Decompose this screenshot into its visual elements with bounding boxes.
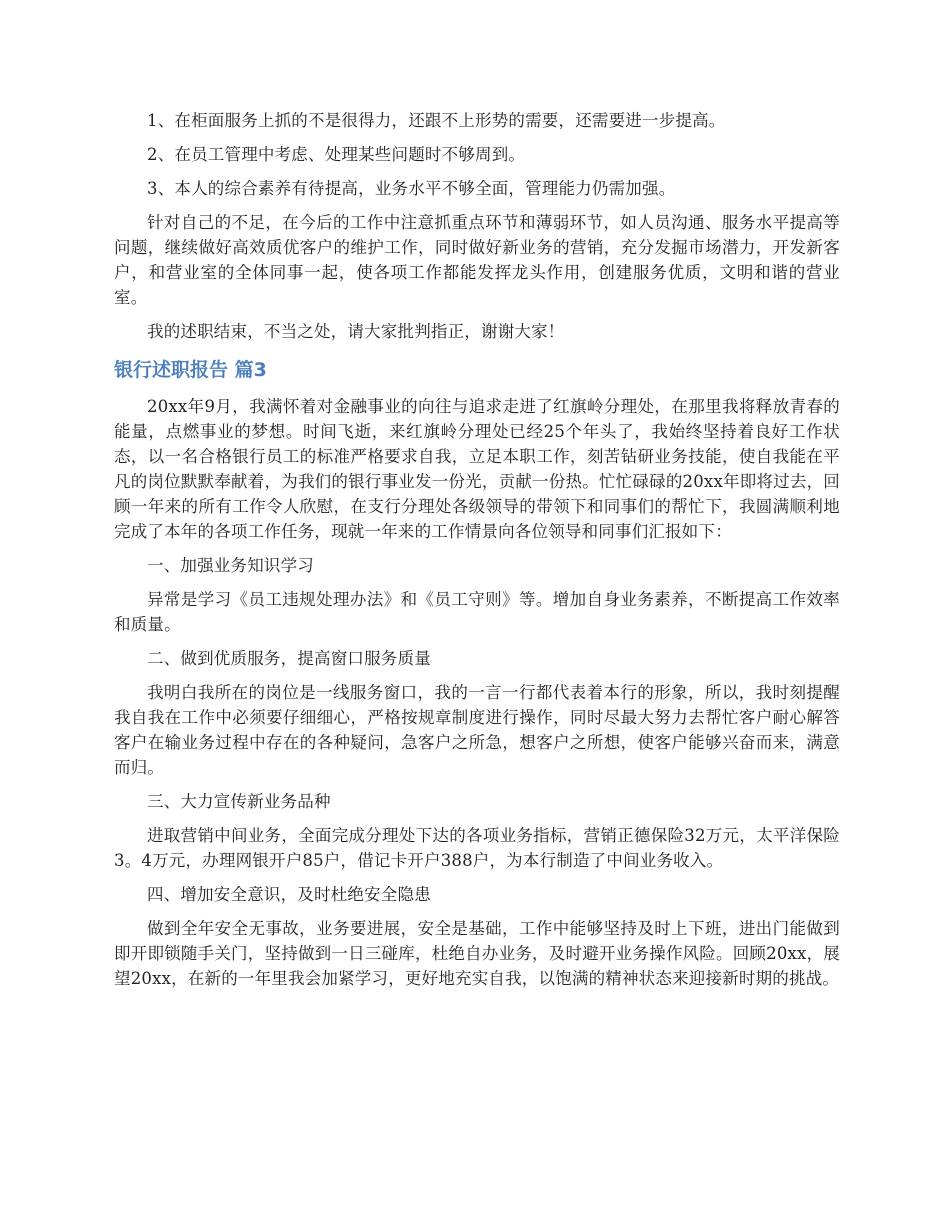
- closing-paragraph: 我的述职结束，不当之处，请大家批判指正，谢谢大家！: [147, 322, 565, 341]
- document-page: [114, 108, 840, 991]
- improvement-paragraph: 针对自己的不足，在今后的工作中注意抓重点环节和薄弱环节，如人员沟通、服务水平提高等问题，继续做好高效质优客户的维护工作，同时做好新业务的营销，充分发掘市场潜力，开发新客户，和营业室的全体同事一起，使各项工作都能发挥龙头作用，创建服务优质，文明和谐的营业室。: [114, 213, 840, 307]
- list-item-2: 2、在员工管理中考虑、处理某些问题时不够周到。: [147, 145, 526, 164]
- list-item-3: 3、本人的综合素养有待提高，业务水平不够全面，管理能力仍需加强。: [147, 179, 676, 198]
- section-heading: 银行述职报告 篇3: [114, 359, 267, 381]
- intro-paragraph: 20xx年9月，我满怀着对金融事业的向往与追求走进了红旗岭分理处，在那里我将释放青春的能量，点燃事业的梦想。时间飞逝，来红旗岭分理处已经25个年头了，我始终坚持着良好工作状态，以一名合格银行员工的标准严格要求自我，立足本职工作，刻苦钻研业务技能，使自我能在平凡的岗位默默奉献着，为我们的银行事业发一份光，贡献一份热。忙忙碌碌的20xx年即将过去，回顾一年来的所有工作令人欣慰，在支行分理处各级领导的带领下和同事们的帮忙下，我圆满顺利地完成了本年的各项工作任务，现就一年来的工作情景向各位领导和同事们汇报如下：: [114, 397, 840, 541]
- subheading-3: 三、大力宣传新业务品种: [147, 792, 331, 811]
- body-paragraph-4: 做到全年安全无事故，业务要进展，安全是基础，工作中能够坚持及时上下班，进出门能做到即开即锁随手关门，坚持做到一日三碰库，杜绝自办业务，及时避开业务操作风险。回顾20xx，展望20xx，在新的一年里我会加紧学习，更好地充实自我，以饱满的精神状态来迎接新时期的挑战。: [114, 919, 840, 988]
- subheading-1: 一、加强业务知识学习: [147, 556, 314, 575]
- body-paragraph-1: 异常是学习《员工违规处理办法》和《员工守则》等。增加自身业务素养，不断提高工作效率和质量。: [114, 590, 840, 634]
- body-paragraph-3: 进取营销中间业务，全面完成分理处下达的各项业务指标，营销正德保险32万元，太平洋保险3。4万元，办理网银开户85户，借记卡开户388户，为本行制造了中间业务收入。: [114, 826, 840, 870]
- subheading-2: 二、做到优质服务，提高窗口服务质量: [147, 649, 431, 668]
- list-item-1: 1、在柜面服务上抓的不是很得力，还跟不上形势的需要，还需要进一步提高。: [147, 111, 726, 130]
- subheading-4: 四、增加安全意识，及时杜绝安全隐患: [147, 885, 431, 904]
- body-paragraph-2: 我明白我所在的岗位是一线服务窗口，我的一言一行都代表着本行的形象，所以，我时刻提醒我自我在工作中必须要仔细细心，严格按规章制度进行操作，同时尽最大努力去帮忙客户耐心解答客户在输业务过程中存在的各种疑问，急客户之所急，想客户之所想，使客户能够兴奋而来，满意而归。: [114, 683, 840, 777]
